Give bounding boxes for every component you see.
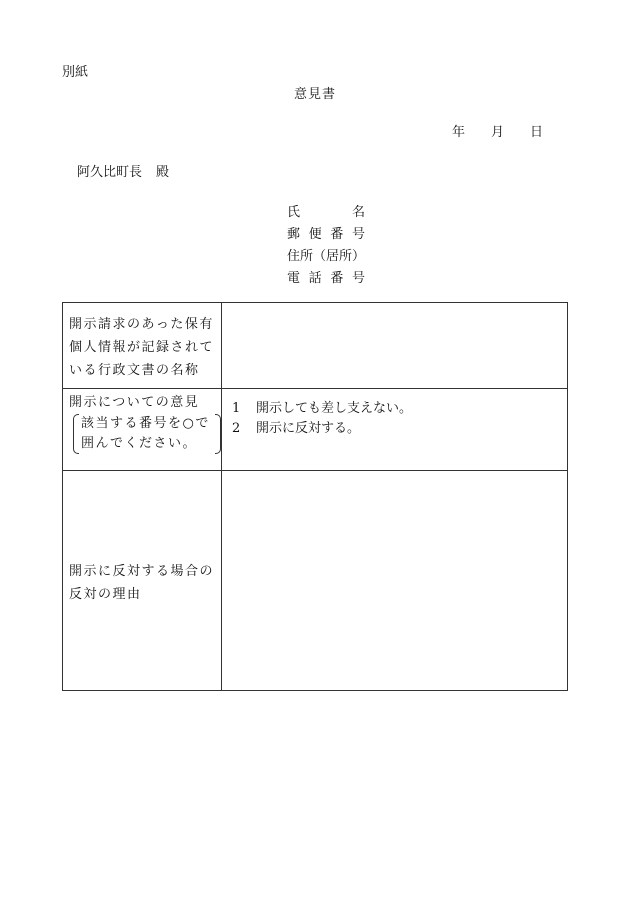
doc-name-label: 開示請求のあった保有個人情報が記録されている行政文書の名称 [69, 317, 215, 378]
reason-value [222, 471, 567, 491]
sender-address-label: 住所（居所） [287, 249, 366, 264]
addressee-honorific: 殿 [156, 165, 170, 180]
option-text: 開示しても差し支えない。 [256, 401, 413, 416]
opinion-label-cell [63, 389, 222, 471]
reason-label: 開示に反対する場合の反対の理由 [69, 563, 215, 602]
sender-phone-label: 電 話 番 号 [287, 271, 365, 286]
opinion-options-cell [222, 389, 568, 471]
option-number: 1 [232, 401, 241, 416]
table-row [63, 303, 568, 389]
table-row [63, 389, 568, 471]
doc-name-value [222, 303, 567, 323]
option-text: 開示に反対する。 [256, 421, 361, 436]
addressee-name: 阿久比町長 [77, 165, 143, 180]
sender-postal-code-label: 郵 便 番 号 [287, 227, 365, 242]
opinion-form-table [62, 302, 568, 691]
doc-name-field[interactable] [222, 303, 568, 389]
doc-name-label-cell [63, 303, 222, 389]
attachment-label: 別紙 [62, 65, 89, 80]
opinion-instruction-note: 該当する番号を○で囲んでください。 [73, 414, 221, 454]
reason-label-cell [63, 471, 222, 691]
option-number: 2 [232, 421, 241, 436]
date-day: 日 [530, 125, 544, 140]
date-line [452, 124, 543, 143]
opinion-option-1[interactable] [230, 399, 559, 419]
table-row [63, 471, 568, 691]
reason-field[interactable] [222, 471, 568, 691]
sender-name-label: 氏 名 [287, 205, 365, 220]
opinion-option-2[interactable] [230, 419, 559, 439]
addressee [77, 164, 169, 183]
document-title: 意見書 [294, 87, 337, 102]
sender-block [287, 204, 365, 292]
date-year: 年 [452, 125, 466, 140]
date-month: 月 [491, 125, 505, 140]
opinion-label: 開示についての意見 [69, 395, 200, 410]
